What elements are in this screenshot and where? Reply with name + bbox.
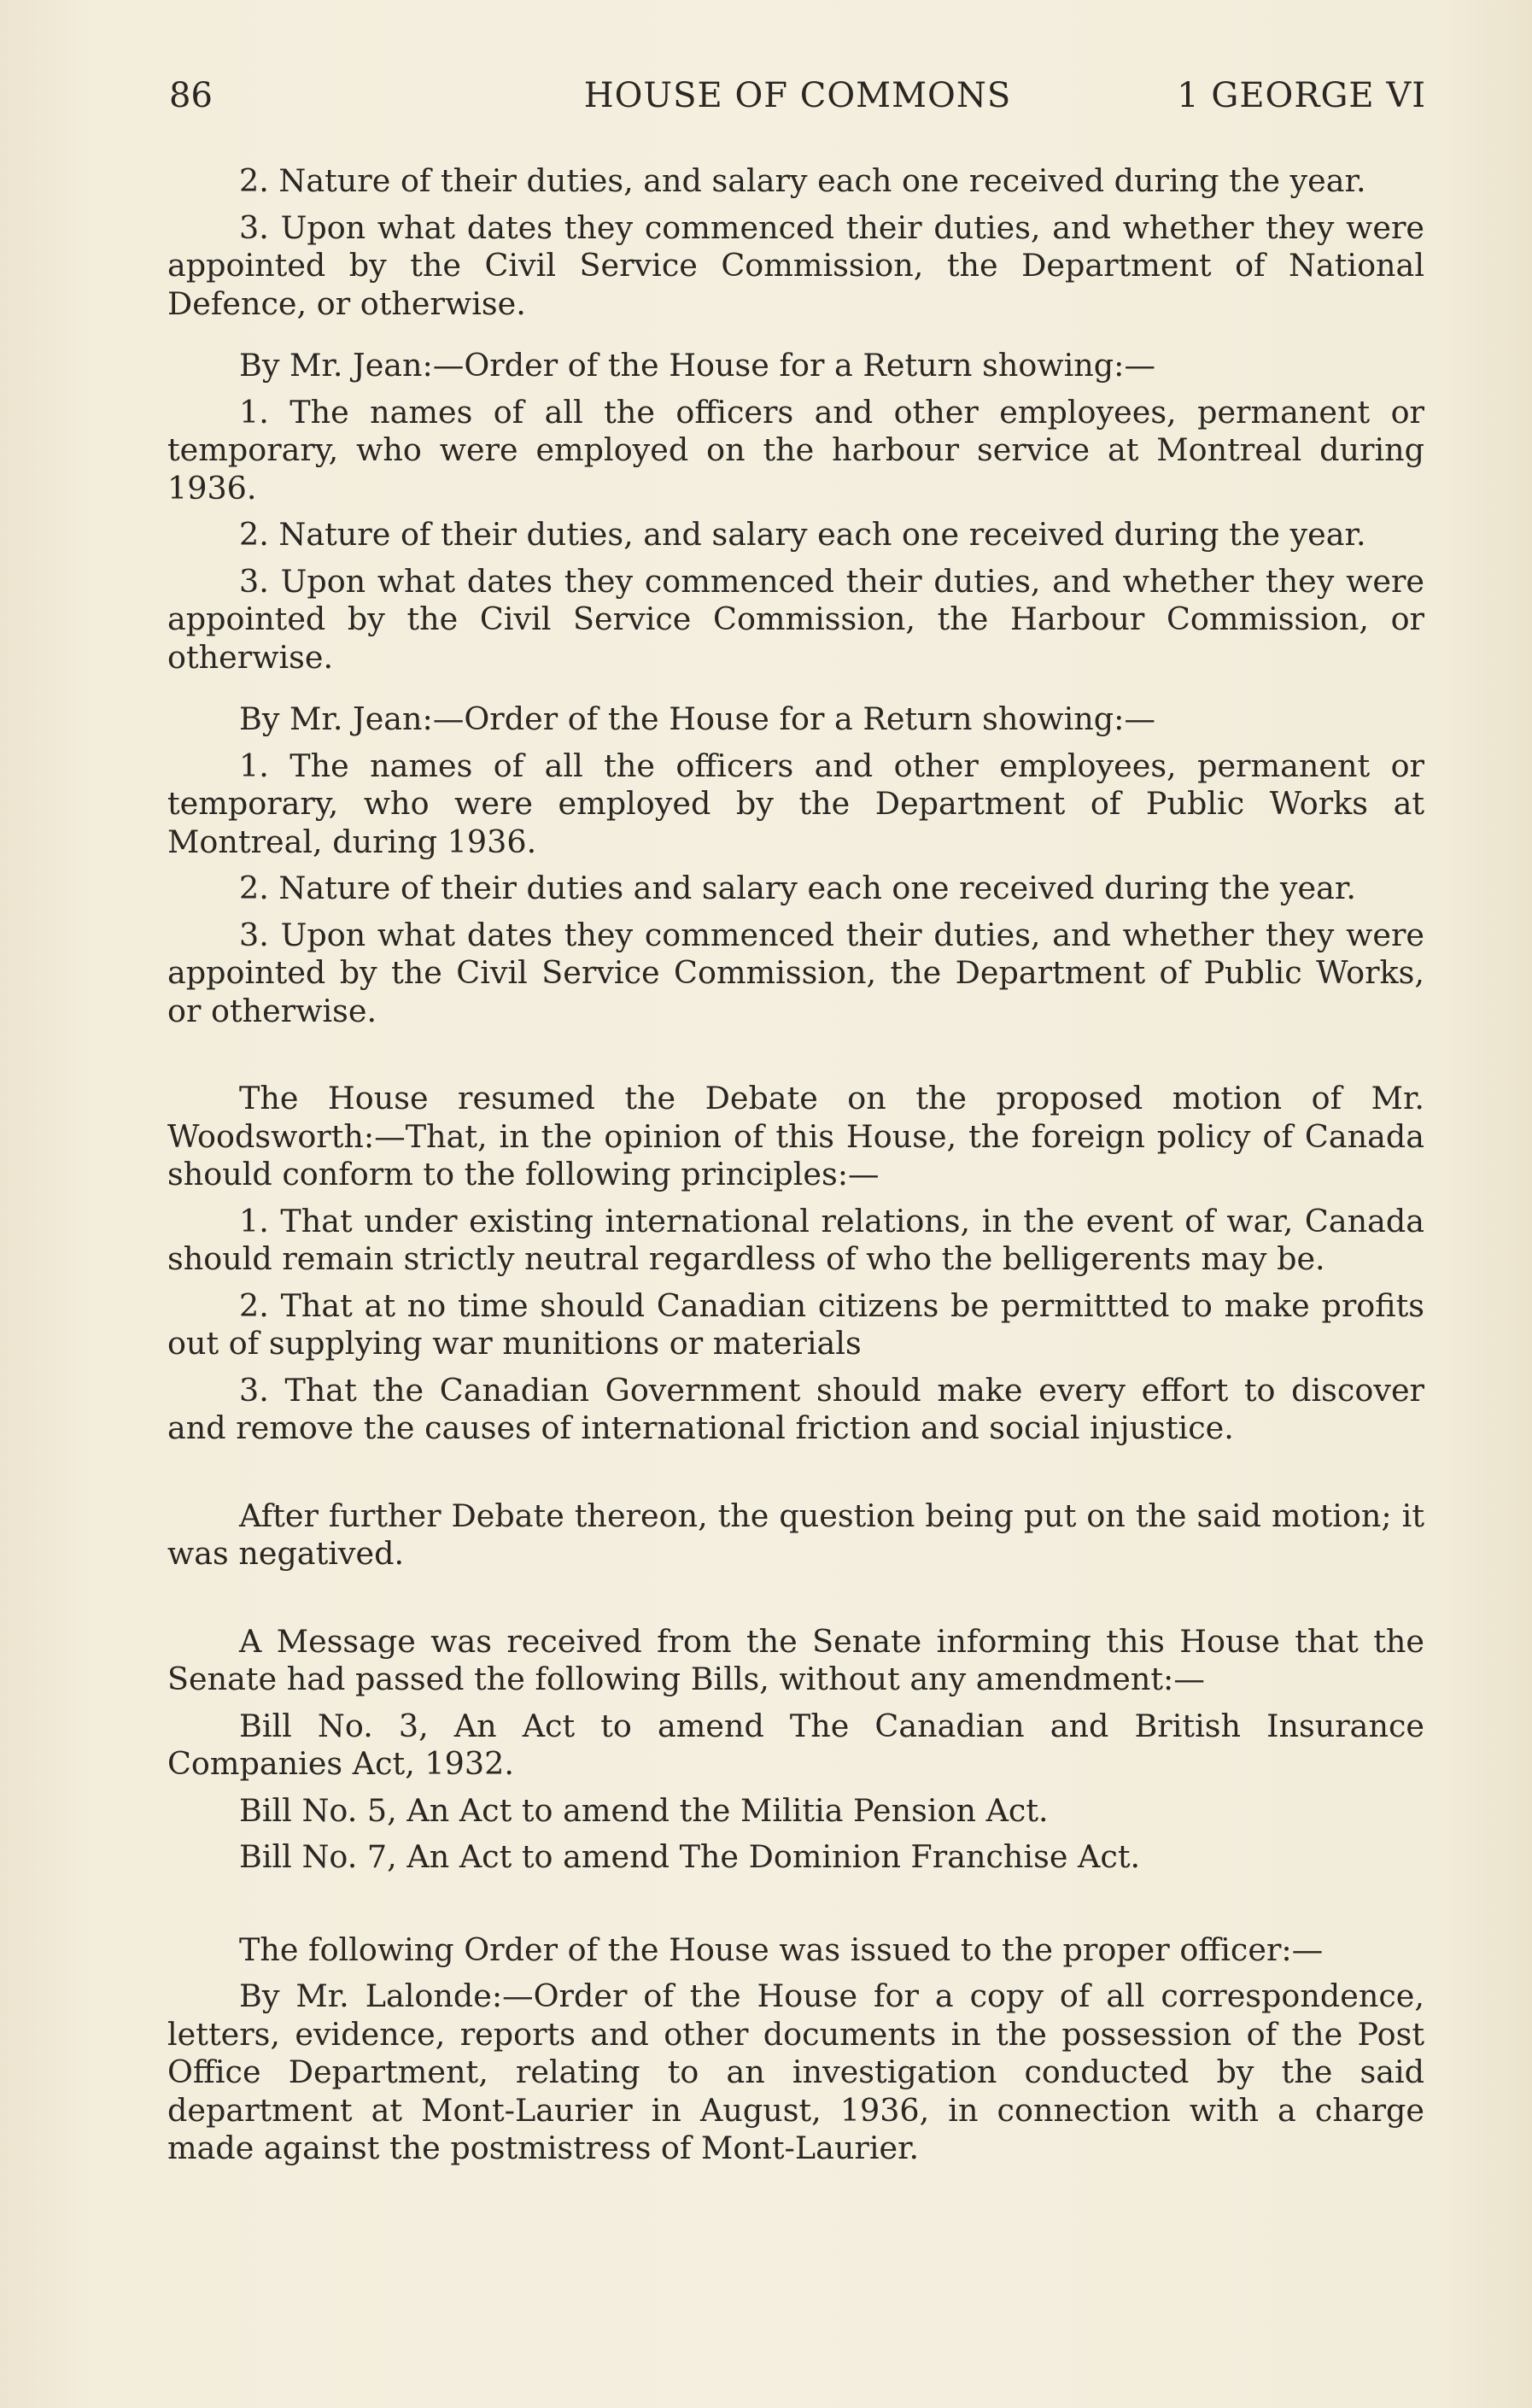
paragraph: 3. Upon what dates they commenced their duties, and whether they were appointed by the Civil Service Commission, the Department of National Defence, or otherwise. <box>167 208 1424 322</box>
running-head <box>169 70 1426 121</box>
paragraph: By Mr. Jean:—Order of the House for a Return showing:— <box>239 700 1155 737</box>
session-label: 1 GEORGE VI <box>1177 76 1426 115</box>
paragraph: 3. Upon what dates they commenced their duties, and whether they were appointed by the Civil Service Commission, the Harbour Commission, or otherwise. <box>167 562 1424 676</box>
paragraph: 3. That the Canadian Government should make every effort to discover and remove the causes of international friction and social injustice. <box>167 1371 1424 1446</box>
paragraph: 2. That at no time should Canadian citizens be permittted to make profits out of supplying war munitions or materials <box>167 1286 1424 1362</box>
body-text <box>167 162 1424 2177</box>
paragraph: A Message was received from the Senate informing this House that the Senate had passed the following Bills, without any amendment:— <box>167 1622 1424 1697</box>
paragraph: 3. Upon what dates they commenced their duties, and whether they were appointed by the Civil Service Commission, the Department of Public Works, or otherwise. <box>167 916 1424 1029</box>
paragraph: Bill No. 7, An Act to amend The Dominion Franchise Act. <box>239 1838 1141 1875</box>
paragraph: Bill No. 3, An Act to amend The Canadian and British Insurance Companies Act, 1932. <box>167 1707 1424 1782</box>
paragraph: The following Order of the House was issued to the proper officer:— <box>239 1931 1324 1968</box>
paragraph: The House resumed the Debate on the proposed motion of Mr. Woodsworth:—That, in the opinion of this House, the foreign policy of Canada should conform to the following principles:— <box>167 1080 1424 1192</box>
paragraph: Bill No. 5, An Act to amend the Militia Pension Act. <box>239 1791 1049 1829</box>
paragraph: After further Debate thereon, the question being put on the said motion; it was negatived. <box>167 1497 1424 1572</box>
paragraph: 1. The names of all the officers and other employees, permanent or temporary, who were employed by the Department of Public Works at Montreal, during 1936. <box>167 747 1424 860</box>
paragraph: By Mr. Lalonde:—Order of the House for a copy of all correspondence, letters, evidence, reports and other documents in the possession of the Post Office Department, relating to an investigation conducted by the said department at Mont-Laurier in August, 1936, in connection with a charge made against the postmistress of Mont-Laurier. <box>167 1977 1424 2166</box>
paragraph: 1. The names of all the officers and other employees, permanent or temporary, who were employed on the harbour service at Montreal during 1936. <box>167 393 1424 507</box>
paragraph: 2. Nature of their duties, and salary each one received during the year. <box>239 516 1366 553</box>
paragraph: 2. Nature of their duties, and salary each one received during the year. <box>239 162 1366 199</box>
paragraph: By Mr. Jean:—Order of the House for a Return showing:— <box>239 347 1155 384</box>
paragraph: 1. That under existing international relations, in the event of war, Canada should remain strictly neutral regardless of who the belligerents may be. <box>167 1202 1424 1277</box>
paragraph: 2. Nature of their duties and salary each one received during the year. <box>239 870 1356 906</box>
page-title: HOUSE OF COMMONS <box>583 76 1012 115</box>
page-number: 86 <box>169 76 213 115</box>
